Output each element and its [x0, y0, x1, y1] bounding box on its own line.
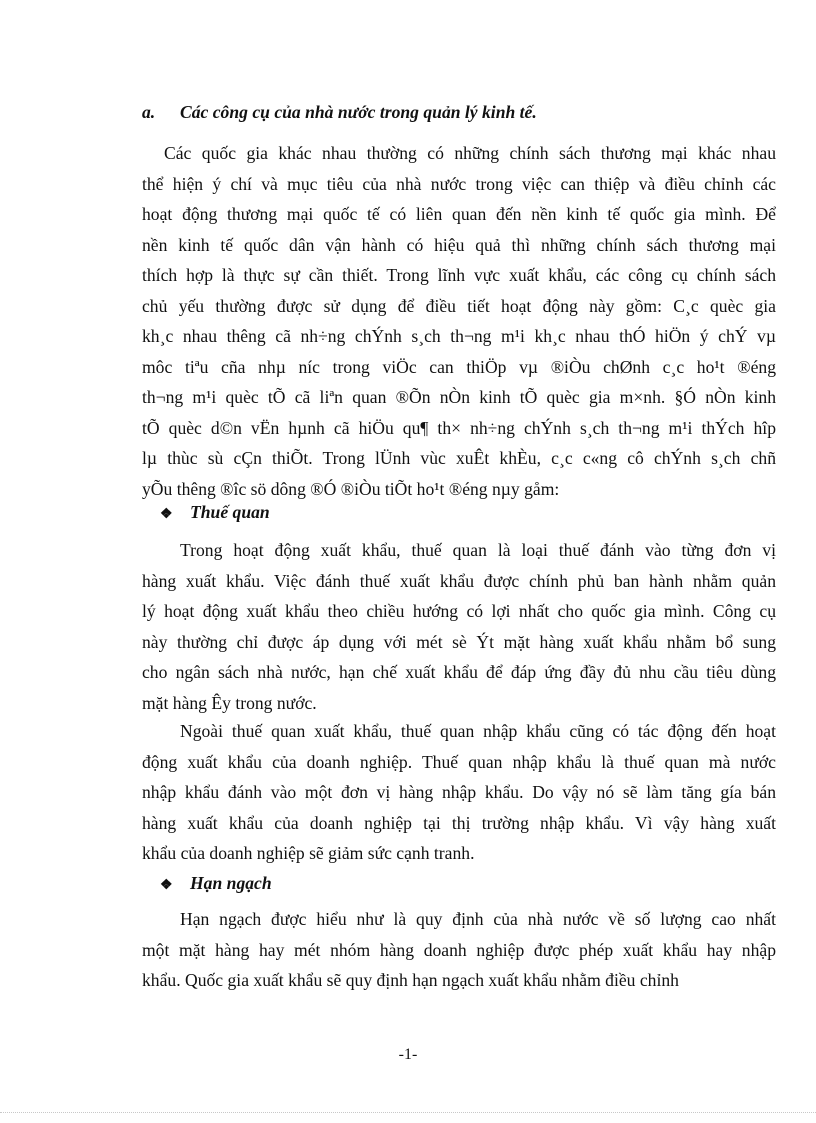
paragraph-line: hàng xuất khẩu của doanh nghiệp tại thị trường nhập khẩu. Vì vậy hàng xuất: [142, 812, 776, 833]
paragraph-line: lý hoạt động xuất khẩu theo chiều hướng có lợi nhất cho quốc gia mình. Công cụ: [142, 601, 776, 621]
paragraph-line: Hạn ngạch được hiểu như là quy định của nhà nước về số lượng cao nhất: [180, 909, 776, 929]
intro-line: hoạt động thương mại quốc tế có liên quan đến nền kinh tế quốc gia mình. Để: [142, 204, 776, 224]
paragraph-line: Ngoài thuế quan xuất khẩu, thuế quan nhập khẩu cũng có tác động đến hoạt: [180, 721, 776, 741]
subheading-thue-quan: [160, 502, 270, 523]
paragraph-line: khẩu của doanh nghiệp sẽ giảm sức cạnh tranh.: [142, 843, 475, 863]
paragraph-line: hàng xuất khẩu. Việc đánh thuế xuất khẩu được chính phủ ban hành nhằm quản: [142, 570, 776, 591]
intro-line: tÕ quèc d©n vËn hµnh cã hiÖu qu¶ th× nh÷ng chÝnh s¸ch th¬ng m¹i thÝch hîp: [142, 417, 776, 438]
page-border-dotted: [0, 1112, 816, 1113]
paragraph-line: động xuất khẩu của doanh nghiệp. Thuế quan nhập khẩu là thuế quan mà nước: [142, 751, 776, 772]
thue-quan-paragraph-2: [142, 716, 776, 869]
han-ngach-paragraph-1: [142, 904, 776, 996]
subheading-title: Hạn ngạch: [190, 873, 272, 893]
intro-line: yÕu thêng ®îc sö dông ®Ó ®iÒu tiÕt ho¹t ®éng nµy gåm:: [142, 478, 560, 499]
paragraph-line: khẩu. Quốc gia xuất khẩu sẽ quy định hạn ngạch xuất khẩu nhằm điều chỉnh: [142, 970, 679, 990]
paragraph-line: mặt hàng Êy trong nước.: [142, 692, 317, 713]
subheading-han-ngach: [160, 873, 272, 894]
section-heading: [142, 102, 537, 123]
paragraph-line: nhập khẩu đánh vào một đơn vị hàng nhập khẩu. Do vậy nó sẽ làm tăng gía bán: [142, 782, 776, 802]
paragraph-line: cho ngân sách nhà nước, hạn chế xuất khẩu để đáp ứng đầy đủ nhu cầu tiêu dùng: [142, 662, 776, 682]
page-number: -1-: [398, 1046, 418, 1063]
intro-line: lµ thùc sù cÇn thiÕt. Trong lÜnh vùc xuÊt khÈu, c¸c c«ng cô chÝnh s¸ch chñ: [142, 448, 776, 468]
section-heading-label: a.: [142, 102, 156, 122]
intro-line: môc tiªu cña nhµ níc trong viÖc can thiÖp vµ ®iÒu chØnh c¸c ho¹t ®éng: [142, 356, 776, 377]
section-heading-text: Các công cụ của nhà nước trong quản lý kinh tế.: [180, 102, 537, 122]
paragraph-line: Trong hoạt động xuất khẩu, thuế quan là loại thuế đánh vào từng đơn vị: [180, 540, 776, 560]
intro-line: kh¸c nhau thêng cã nh÷ng chÝnh s¸ch th¬ng m¹i kh¸c nhau thÓ hiÖn ý chÝ vµ: [142, 326, 776, 346]
subheading-title: Thuế quan: [190, 502, 270, 522]
diamond-bullet-icon: ❖: [160, 507, 173, 522]
thue-quan-paragraph-1: [142, 535, 776, 718]
intro-paragraph: [142, 138, 776, 504]
intro-line: nền kinh tế quốc dân vận hành có hiệu quả thì những chính sách thương mại: [142, 234, 776, 255]
intro-line: thích hợp là thực sự cần thiết. Trong lĩnh vực xuất khẩu, các công cụ chính sách: [142, 265, 776, 285]
paragraph-line: một mặt hàng hay mét nhóm hàng doanh nghiệp được phép xuất khẩu hay nhập: [142, 939, 776, 960]
intro-line: Các quốc gia khác nhau thường có những chính sách thương mại khác nhau: [164, 143, 776, 163]
intro-line: thể hiện ý chí và mục tiêu của nhà nước trong việc can thiệp và điều chỉnh các: [142, 173, 776, 194]
paragraph-line: này thường chỉ được áp dụng với mét sè Ýt mặt hàng xuất khẩu nhằm bổ sung: [142, 631, 776, 652]
diamond-bullet-icon: ❖: [160, 878, 173, 893]
intro-line: chủ yếu thường được sử dụng để điều tiết hoạt động này gồm: C¸c quèc gia: [142, 295, 776, 316]
intro-line: th¬ng m¹i quèc tÕ cã liªn quan ®Õn nÒn kinh tÕ quèc gia m×nh. §Ó nÒn kinh: [142, 387, 776, 407]
